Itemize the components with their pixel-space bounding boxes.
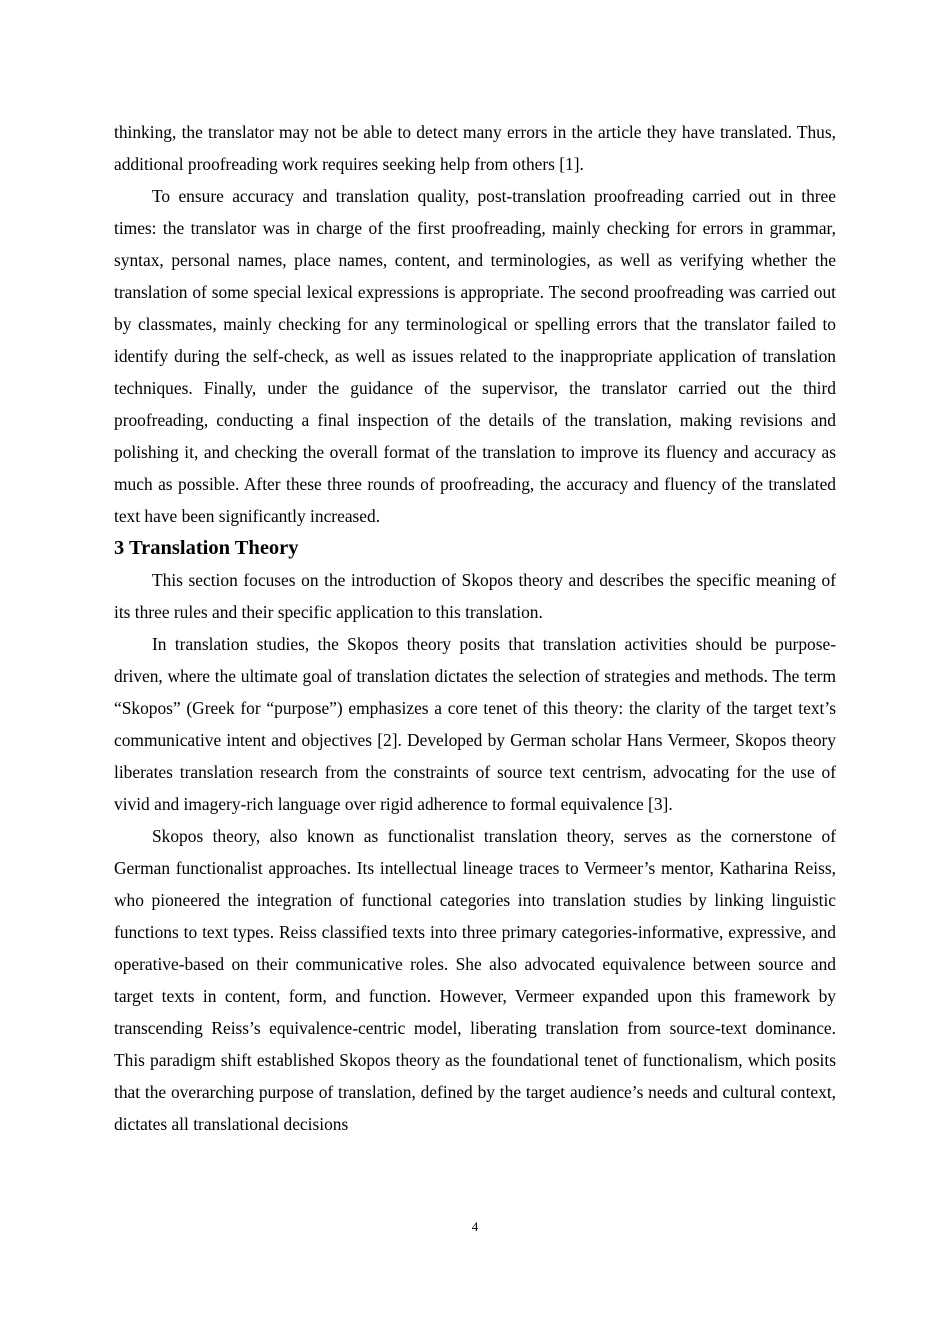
paragraph-section-intro: This section focuses on the introduction of Skopos theory and describes the specific meaning of its three rules and their specific application to this translation. [114, 570, 836, 622]
section-heading: 3 Translation Theory [114, 537, 299, 559]
page-number: 4 [471, 1219, 479, 1234]
page-body [114, 116, 836, 1140]
paragraph-functionalist-theory: Skopos theory, also known as functionalist translation theory, serves as the cornerstone of German functionalist approaches. Its intellectual lineage traces to Vermeer’s mentor, Katharina Reiss, who pioneered the integration of functional categories into translation studies by linking linguistic functions to text types. Reiss classified texts into three primary categories-informative, expressive, and operative-based on their communicative roles. She also advocated equivalence between source and target texts in content, form, and function. However, Vermeer expanded upon this framework by transcending Reiss’s equivalence-centric model, liberating translation from source-text dominance. This paradigm shift established Skopos theory as the foundational tenet of functionalism, which posits that the overarching purpose of translation, defined by the target audience’s needs and cultural context, dictates all translational decisions [114, 826, 836, 1134]
paragraph-skopos-definition: In translation studies, the Skopos theory posits that translation activities should be purpose-driven, where the ultimate goal of translation dictates the selection of strategies and methods. The term “Skopos” (Greek for “purpose”) emphasizes a core tenet of this theory: the clarity of the target text’s communicative intent and objectives [2]. Developed by German scholar Hans Vermeer, Skopos theory liberates translation research from the constraints of source text centrism, advocating for the use of vivid and imagery-rich language over rigid adherence to formal equivalence [3]. [114, 634, 836, 814]
paragraph-proofreading: To ensure accuracy and translation quality, post-translation proofreading carried out in three times: the translator was in charge of the first proofreading, mainly checking for errors in grammar, syntax, personal names, place names, content, and terminologies, as well as verifying whether the translation of some special lexical expressions is appropriate. The second proofreading was carried out by classmates, mainly checking for any terminological or spelling errors that the translator failed to identify during the self-check, as well as issues related to the inappropriate application of translation techniques. Finally, under the guidance of the supervisor, the translator carried out the third proofreading, conducting a final inspection of the details of the translation, making revisions and polishing it, and checking the overall format of the translation to improve its fluency and accuracy as much as possible. After these three rounds of proofreading, the accuracy and fluency of the translated text have been significantly increased. [114, 186, 836, 526]
paragraph-continuation: thinking, the translator may not be able to detect many errors in the article they have translated. Thus, additional proofreading work requires seeking help from others [1]. [114, 122, 836, 174]
